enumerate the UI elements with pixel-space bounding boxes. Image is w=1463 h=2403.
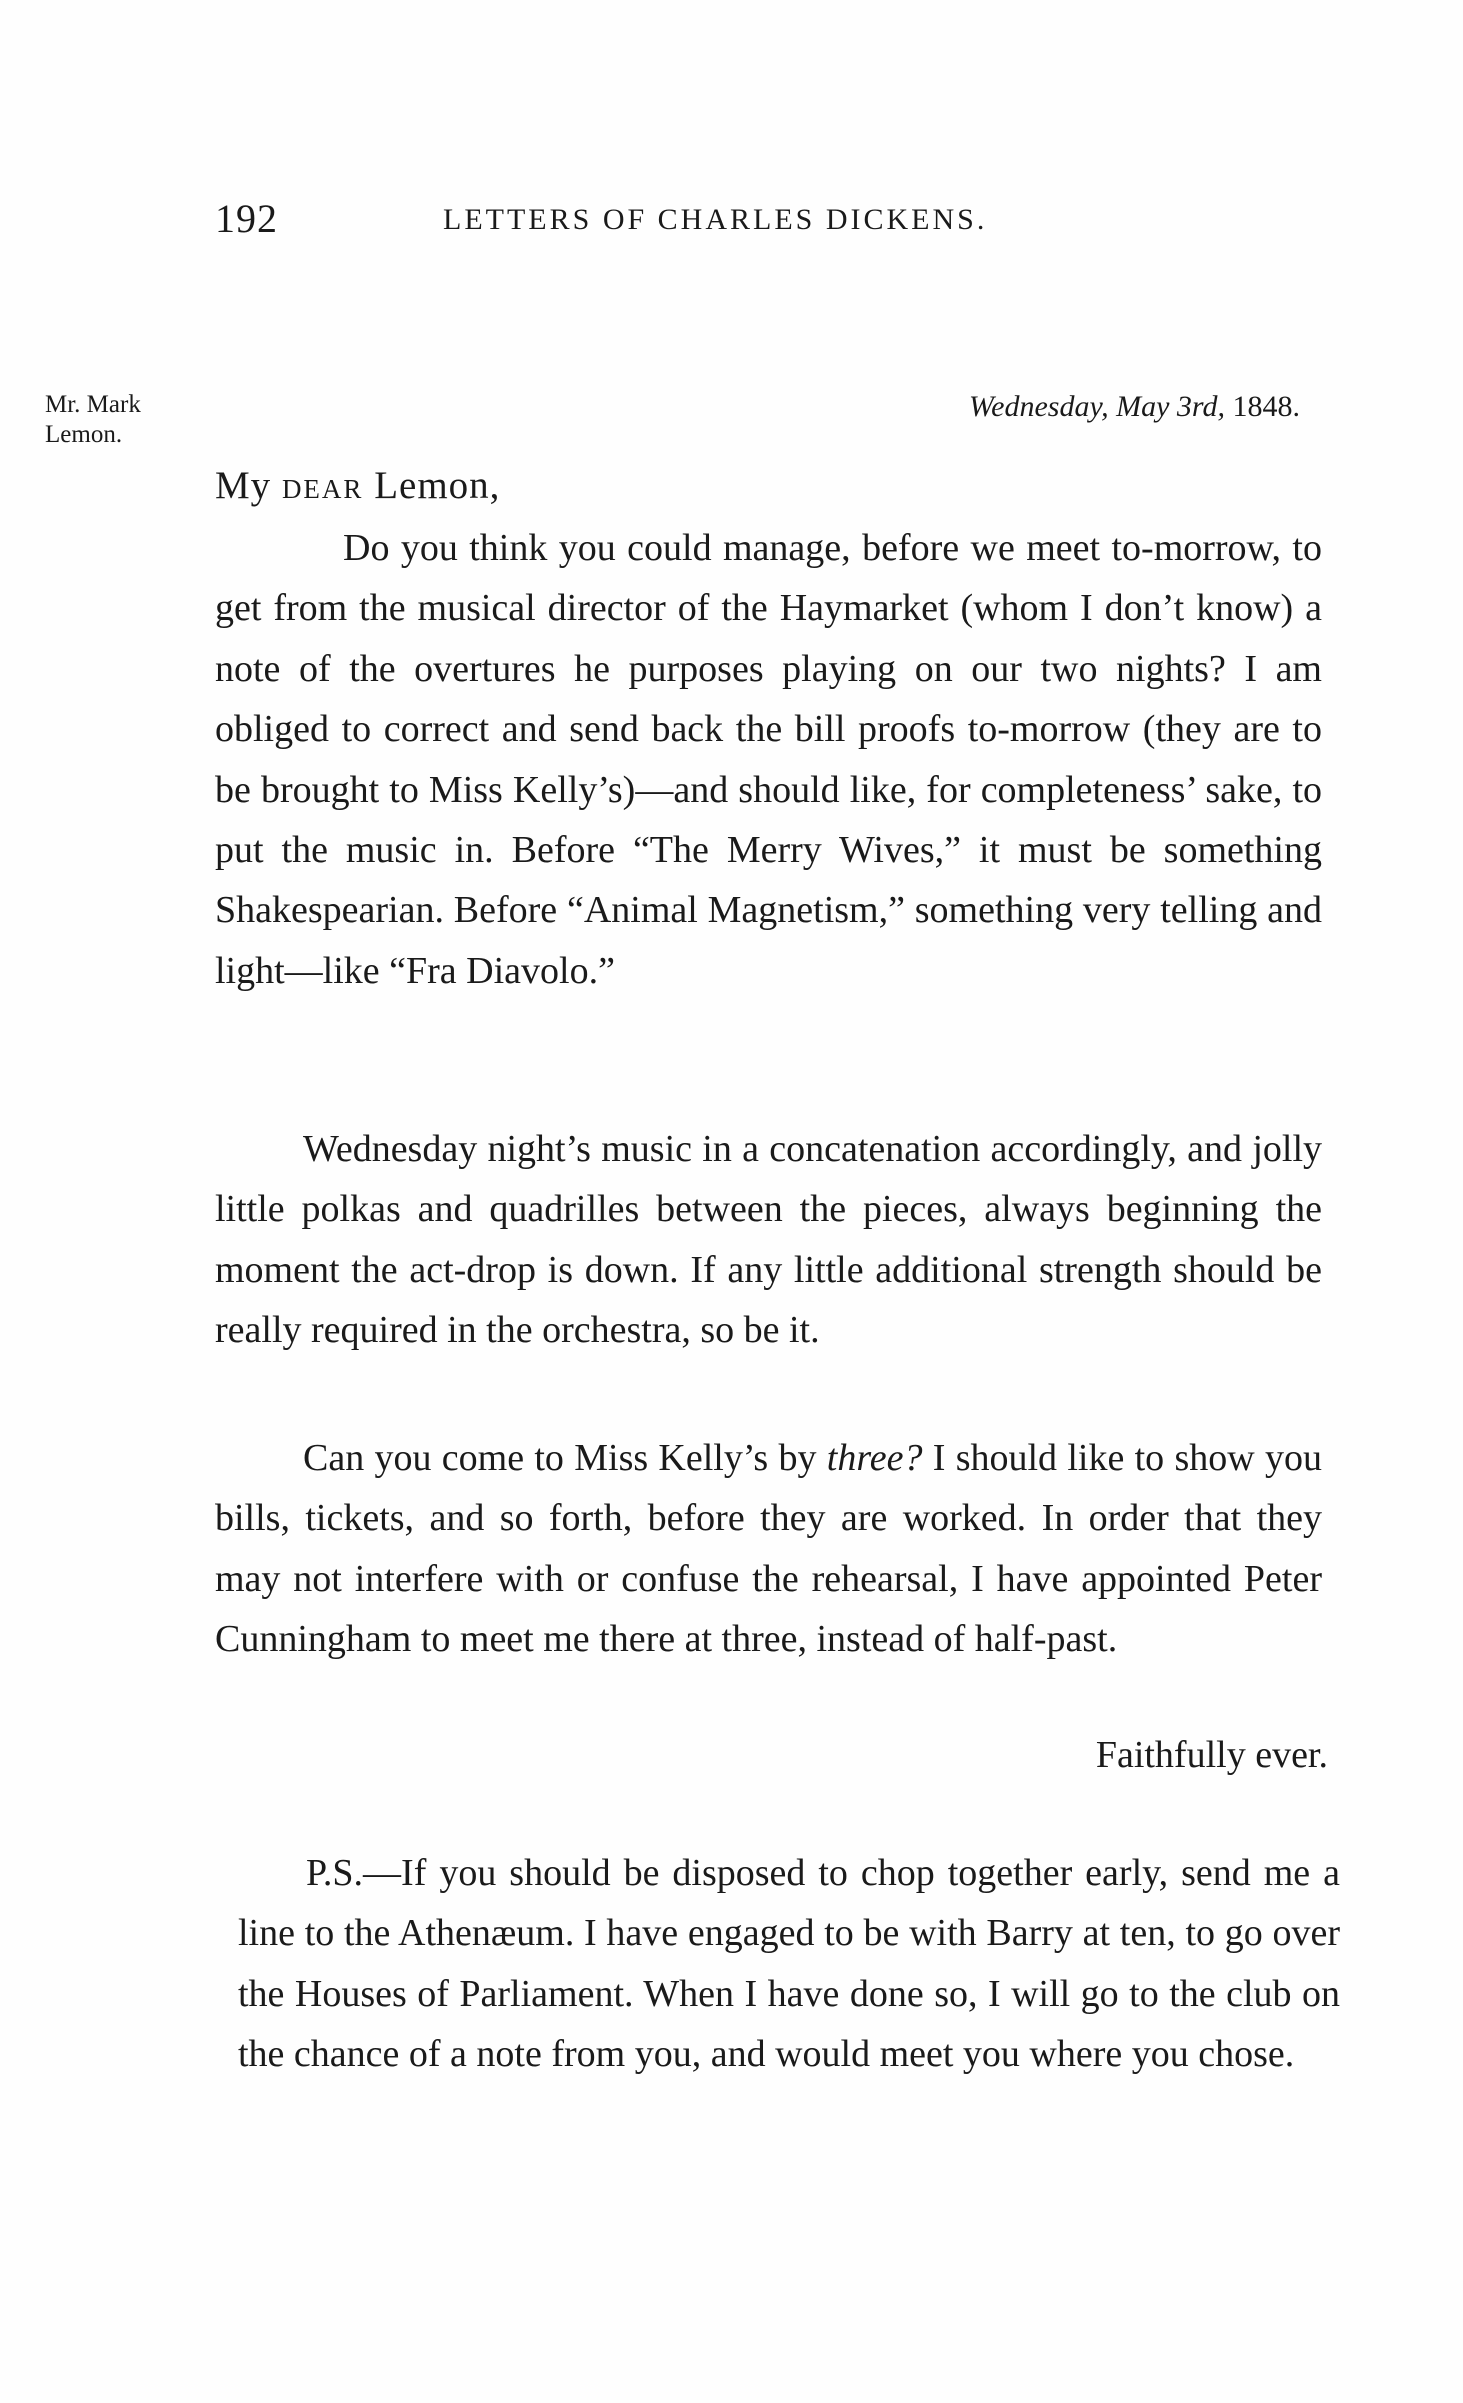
recipient-note-line1: Mr. Mark [45,391,141,418]
paragraph-1-text: Do you think you could manage, before we meet to-morrow, to get from the musical director of the Haymarket (whom I don’t know) a note of the overtures he purposes playing on our two nights? I am obliged to correct and send back the bill proofs to-morrow (they are to be brought to Miss Kelly’s)—and should like, for completeness’ sake, to put the music in. Before “The Merry Wives,” it must be something Shakespearian. Before “Animal Magnetism,” something very telling and light—like “Fra Diavolo.” [215,527,1322,992]
salutation [215,463,500,508]
letter-paragraph-3 [215,1428,1322,1670]
salutation-dear: DEAR [281,474,364,504]
paragraph-3-before: Can you come to Miss Kelly’s by [303,1437,817,1479]
letter-date-year: 1848. [1232,390,1300,423]
paragraph-3-after: I should like to show you bills, tickets, and so forth, before they are worked. In order that they may not interfere with or confuse the rehearsal, I have appointed Peter Cunningham to meet me there at three, instead of half-past. [215,1437,1322,1661]
salutation-my: My [215,464,272,507]
letter-paragraph-2 [215,1119,1322,1361]
postscript-text: P.S.—If you should be disposed to chop together early, send me a line to the Athenæum. I have engaged to be with Barry at ten, to go over the Houses of Parliament. When I have done so, I will go to the club on the chance of a note from you, and would meet you where you chose. [238,1852,1340,2076]
letter-paragraph-1 [215,518,1322,1001]
letter-closing: Faithfully ever. [1095,1734,1328,1776]
letter-date [969,390,1300,424]
recipient-note-line2: Lemon. [45,421,123,448]
paragraph-3-italic: three? [826,1437,923,1479]
letter-date-italic: Wednesday, May 3rd, [968,390,1225,423]
paragraph-3-text [215,1428,1322,1670]
postscript [238,1843,1340,2085]
page-number: 192 [215,196,278,241]
paragraph-2-text: Wednesday night’s music in a concatenation accordingly, and jolly little polkas and quadrilles between the pieces, always beginning the moment the act-drop is down. If any little additional strength should be really required in the orchestra, so be it. [215,1128,1322,1352]
running-title: LETTERS OF CHARLES DICKENS. [443,203,988,236]
recipient-margin-note [45,390,141,450]
salutation-name: Lemon, [374,464,501,507]
